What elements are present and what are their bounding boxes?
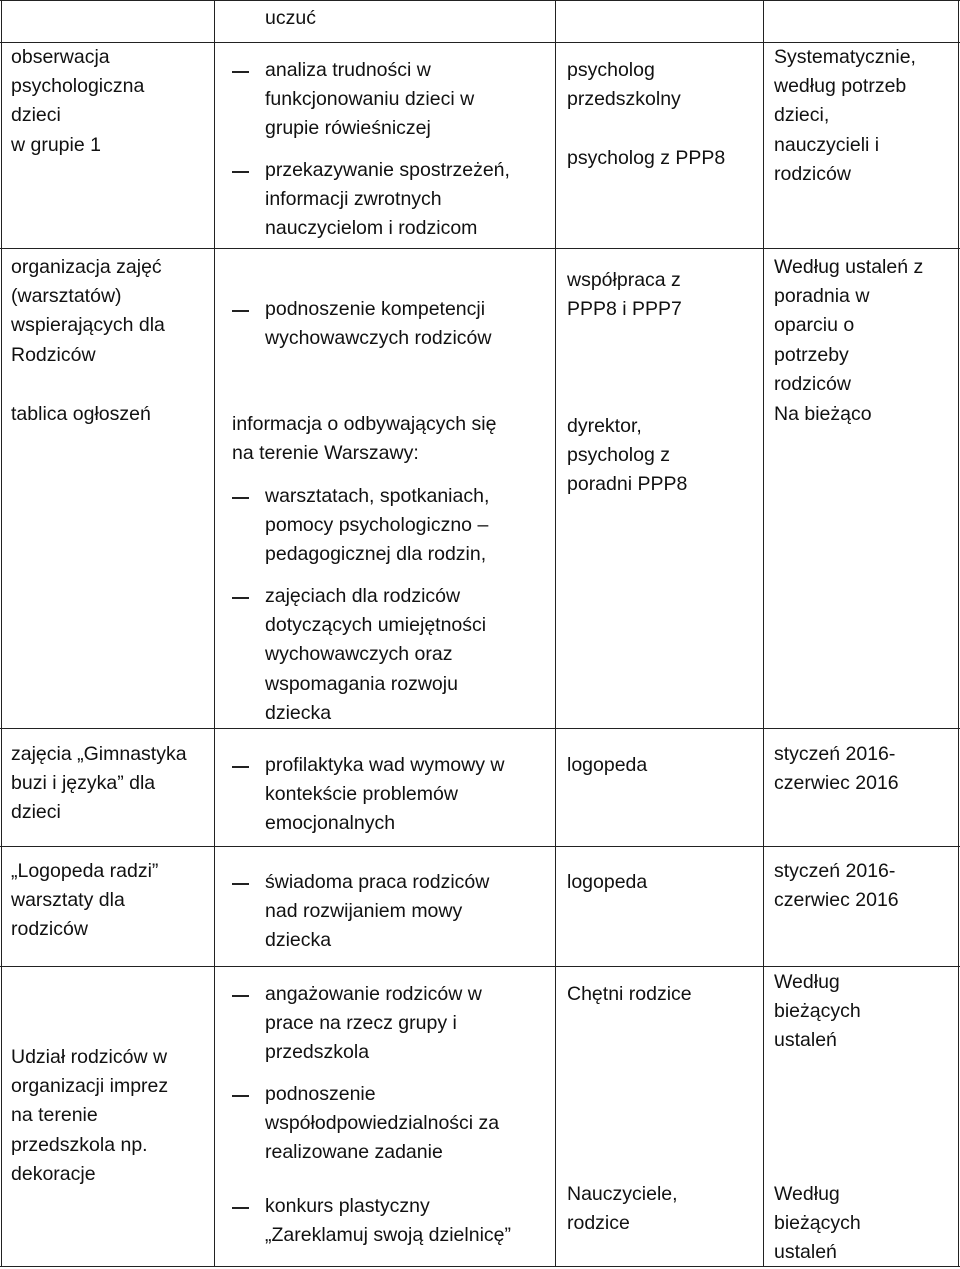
bullet-dash [232, 1095, 249, 1097]
column-divider [763, 0, 764, 1267]
bullet-dash [232, 766, 249, 768]
cell-schedule: Według bieżących ustaleń [774, 1183, 861, 1264]
cell-form: „Logopeda radzi” warsztaty dla rodziców [11, 860, 159, 941]
bullet-dash [232, 1207, 249, 1209]
row-divider [0, 248, 960, 249]
cell-form: Udział rodziców w organizacji imprez na terenie przedszkola np. dekoracje [11, 1046, 169, 1185]
cell-responsible: Nauczyciele, rodzice [567, 1183, 678, 1235]
cell-schedule: Według ustaleń z poradnia w oparciu o potrzeby rodziców [774, 256, 924, 395]
cell-schedule: Systematycznie, według potrzeb dzieci, nauczycieli i rodziców [774, 46, 916, 185]
cell-schedule: Według bieżących ustaleń [774, 971, 861, 1052]
cell-schedule: styczeń 2016- czerwiec 2016 [774, 860, 899, 912]
column-divider [555, 0, 556, 1267]
table-border-top [0, 0, 960, 1]
cell-task-item: przekazywanie spostrzeżeń, informacji zwrotnych nauczycielom i rodzicom [265, 159, 510, 240]
bullet-dash [232, 883, 249, 885]
cell-task-item: angażowanie rodziców w prace na rzecz grupy i przedszkola [265, 983, 482, 1064]
cell-responsible: Chętni rodzice [567, 983, 692, 1005]
cell-responsible: dyrektor, psycholog z poradni PPP8 [567, 415, 688, 496]
cell-task-item: analiza trudności w funkcjonowaniu dzieci w grupie rówieśniczej [265, 59, 475, 140]
row-divider [0, 728, 960, 729]
cell-task-item: zajęciach dla rodziców dotyczących umiejętności wychowawczych oraz wspomagania rozwoju dziecka [265, 585, 487, 724]
cell-task-text: uczuć [265, 7, 316, 29]
row-divider [0, 846, 960, 847]
cell-form: organizacja zajęć (warsztatów) wspierających dla Rodziców [11, 256, 165, 366]
table-border-right [958, 0, 959, 1267]
bullet-dash [232, 171, 249, 173]
cell-task-text: informacja o odbywających się na terenie Warszawy: [232, 413, 497, 465]
cell-form: tablica ogłoszeń [11, 403, 151, 425]
bullet-dash [232, 71, 249, 73]
table-border-left [1, 0, 2, 1267]
cell-task-item: konkurs plastyczny „Zareklamuj swoją dzielnicę” [265, 1195, 511, 1247]
cell-task-item: podnoszenie współodpowiedzialności za realizowane zadanie [265, 1083, 500, 1164]
row-divider [0, 966, 960, 967]
bullet-dash [232, 310, 249, 312]
cell-task-item: warsztatach, spotkaniach, pomocy psychologiczno – pedagogicznej dla rodzin, [265, 485, 490, 566]
cell-responsible: współpraca z PPP8 i PPP7 [567, 269, 682, 321]
cell-task-item: profilaktyka wad wymowy w kontekście problemów emocjonalnych [265, 754, 505, 835]
cell-responsible: psycholog przedszkolny psycholog z PPP8 [567, 59, 726, 169]
bullet-dash [232, 995, 249, 997]
cell-responsible: logopeda [567, 871, 648, 893]
cell-responsible: logopeda [567, 754, 648, 776]
bullet-dash [232, 497, 249, 499]
cell-schedule: styczeń 2016- czerwiec 2016 [774, 743, 899, 795]
column-divider [214, 0, 215, 1267]
cell-schedule: Na bieżąco [774, 403, 872, 425]
cell-task-item: podnoszenie kompetencji wychowawczych rodziców [265, 298, 492, 350]
cell-form: zajęcia „Gimnastyka buzi i języka” dla dzieci [11, 743, 187, 824]
cell-form: obserwacja psychologiczna dzieci w grupie 1 [11, 46, 145, 156]
cell-task-item: świadoma praca rodziców nad rozwijaniem mowy dziecka [265, 871, 490, 952]
bullet-dash [232, 597, 249, 599]
